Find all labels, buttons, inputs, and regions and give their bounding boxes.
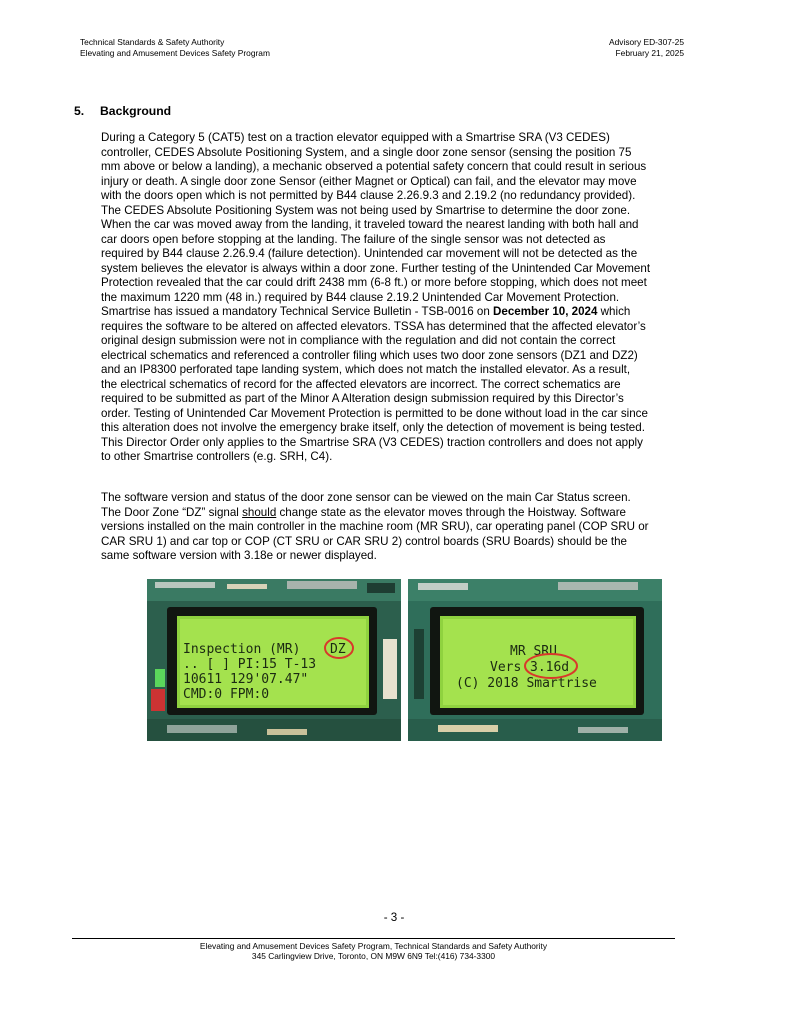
paragraph-line: mm above or below a landing), a mechanic observed a potential safety concern that could result in serious: [101, 160, 647, 173]
lcd-left-row3: 10611 129'07.47": [183, 672, 309, 687]
paragraph-line: order. Testing of Unintended Car Movement Protection is permitted to be done without load in the car since: [101, 406, 648, 420]
car-status-lcd-photo: [147, 579, 401, 741]
paragraph-line: versions installed on the main controller in the machine room (MR SRU), car operating panel (COP SRU or: [101, 520, 649, 533]
paragraph-line: system believes the elevator is always within a door zone. Further testing of the Unintended Car Movement: [101, 261, 651, 275]
paragraph-line-dz: [101, 506, 716, 521]
tsb-date: December 10, 2024: [493, 305, 598, 318]
paragraph-line: When the car was moved away from the landing, it traveled toward the nearest landing with both hall and: [101, 218, 639, 231]
lcd-right-row2-prefix: Vers: [490, 660, 522, 675]
paragraph-line: car doors open before stopping at the landing. The failure of the single sensor was not detected as: [101, 232, 606, 246]
tsb-suffix: which: [597, 305, 631, 318]
header-date: February 21, 2025: [615, 47, 684, 58]
paragraph-line: the maximum 1220 mm (48 in.) required by B44 clause 2.19.2 Unintended Car Movement Protection.: [101, 290, 620, 304]
paragraph-line: required to be submitted as part of the Minor A Alteration design submission required by this Director’s: [101, 392, 624, 405]
paragraph-line: required by B44 clause 2.26.9.4 (failure detection). Unintended car movement will not be detected as the: [101, 247, 638, 260]
paragraph-line: The software version and status of the door zone sensor can be viewed on the main Car Status screen.: [101, 491, 631, 504]
page-header-left: [80, 37, 270, 58]
page-header-right: [609, 37, 684, 58]
paragraph-line: the electrical schematics of record for the affected elevators are incorrect. The correct schematics are: [101, 377, 621, 391]
paragraph-line: to other Smartrise controllers (e.g. SRH, C4).: [101, 450, 333, 463]
paragraph-line: Protection revealed that the car could drift 2438 mm (6-8 ft.) or more before stopping, which does not meet: [101, 276, 647, 289]
background-paragraph-2: [101, 491, 716, 564]
page-number: - 3 -: [383, 911, 405, 924]
paragraph-line: The CEDES Absolute Positioning System was not being used by Smartrise to determine the door zone.: [101, 203, 631, 217]
lcd-left-row1: Inspection (MR): [183, 642, 301, 657]
underlined-should: should: [242, 505, 277, 519]
paragraph-line: injury or death. A single door zone Sensor (either Magnet or Optical) can fail, and the elevator may move: [101, 174, 637, 188]
section-heading: [74, 104, 171, 118]
header-advisory-number: Advisory ED-307-25: [609, 37, 684, 47]
software-version-lcd-photo: [408, 579, 662, 741]
paragraph-line: this alteration does not involve the emergency brake itself, only the detection of movement is being tested.: [101, 421, 645, 434]
lcd-left-row4: CMD:0 FPM:0: [183, 687, 270, 702]
dz-suffix: change state as the elevator moves through the Hoistway. Software: [276, 505, 627, 519]
paragraph-line: CAR SRU 1) and car top or COP (CT SRU or CAR SRU 2) control boards (SRU Boards) should be the: [101, 534, 627, 548]
paragraph-line: original design submission were not in compliance with the regulation and did not contain the correct: [101, 334, 616, 347]
dz-text: The Door Zone “DZ” signal: [101, 505, 243, 519]
lcd-right-row3: (C) 2018 Smartrise: [456, 676, 597, 691]
paragraph-line: controller, CEDES Absolute Positioning System, and a single door zone sensor (sensing the position 75: [101, 145, 632, 159]
footer-divider: [72, 938, 675, 939]
paragraph-line: same software version with 3.18e or newer displayed.: [101, 549, 377, 562]
paragraph-line: requires the software to be altered on affected elevators. TSSA has determined that the affected elevator’s: [101, 319, 646, 333]
header-program-name: Elevating and Amusement Devices Safety Program: [80, 47, 270, 58]
lcd-version-value: 3.16d: [530, 660, 570, 675]
section-title: Background: [100, 104, 172, 118]
footer-address: 345 Carlingview Drive, Toronto, ON M9W 6N9 Tel:(416) 734-3300: [251, 951, 496, 962]
lcd-left-row2: .. [ ] PI:15 T-13: [183, 657, 317, 672]
lcd-dz-label: DZ: [330, 642, 346, 657]
paragraph-line-tsb: [101, 305, 716, 320]
background-paragraph-1: [101, 131, 716, 465]
footer-organization: Elevating and Amusement Devices Safety Program, Technical Standards and Safety Authority: [199, 941, 548, 951]
paragraph-line: This Director Order only applies to the Smartrise SRA (V3 CEDES) traction controllers and does not apply: [101, 435, 643, 449]
page-footer: [72, 941, 675, 961]
header-org-name: Technical Standards & Safety Authority: [80, 37, 225, 47]
paragraph-line: with the doors open which is not permitted by B44 clause 2.26.9.3 and 2.19.2 (no redundancy provided).: [101, 189, 636, 202]
paragraph-line: electrical schematics and referenced a controller filing which uses two door zone sensors (DZ1 and DZ2): [101, 348, 638, 362]
lcd-right-row1: MR SRU: [510, 644, 557, 659]
section-number: 5.: [74, 104, 85, 118]
paragraph-line: During a Category 5 (CAT5) test on a traction elevator equipped with a Smartrise SRA (V3 CEDES): [101, 131, 610, 144]
paragraph-line: and an IP8300 perforated tape landing system, which does not match the installed elevator. As a result,: [101, 363, 631, 376]
tsb-text: Smartrise has issued a mandatory Technical Service Bulletin - TSB-0016 on: [101, 305, 494, 318]
